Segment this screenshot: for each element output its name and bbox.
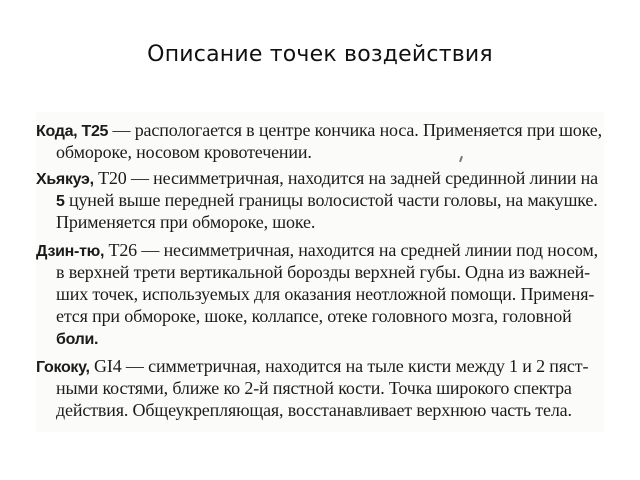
scanned-text-block	[36, 112, 604, 432]
text-line	[36, 240, 598, 262]
point-term: Кода, Т25	[36, 123, 109, 140]
text-line: Применяется при обмороке, шоке.	[56, 212, 316, 232]
text-line: в верхней трети вертикальной борозды верхней губы. Одна из важней-	[56, 262, 590, 282]
text-line	[36, 356, 588, 378]
scan-speck	[459, 156, 463, 162]
text-line: ными костями, ближе ко 2-й пястной кости. Точка широкого спектра	[56, 378, 572, 398]
text-line	[36, 168, 598, 190]
point-description: — распологается в центре кончика носа. Применяется при шоке,	[108, 120, 602, 140]
point-description: GI4 — симметричная, находится на тыле кисти между 1 и 2 пяст-	[89, 356, 589, 376]
text-line	[56, 190, 598, 212]
point-term: Гококу,	[36, 359, 90, 376]
text-line: ших точек, используемых для оказания неотложной помощи. Применя-	[56, 284, 595, 304]
text-line	[56, 328, 98, 350]
point-description: цуней выше передней границы волосистой части головы, на макушке.	[68, 190, 598, 210]
text-line: действия. Общеукрепляющая, восстанавливает верхнюю часть тела.	[56, 400, 572, 420]
point-term: Хьякуэ,	[36, 171, 94, 188]
bold-word: боли.	[56, 331, 99, 348]
text-line	[36, 120, 602, 142]
bold-number: 5	[56, 193, 65, 210]
text-line: ется при обмороке, шоке, коллапсе, отеке головного мозга, головной	[56, 306, 572, 326]
text-line: обмороке, носовом кровотечении.	[56, 142, 312, 162]
point-description: Т20 — несимметричная, находится на задней срединной линии на	[93, 168, 598, 188]
point-term: Дзин-тю,	[36, 243, 105, 260]
point-description: Т26 — несимметричная, находится на средней линии под носом,	[104, 240, 599, 260]
slide-title: Описание точек воздействия	[147, 42, 493, 67]
